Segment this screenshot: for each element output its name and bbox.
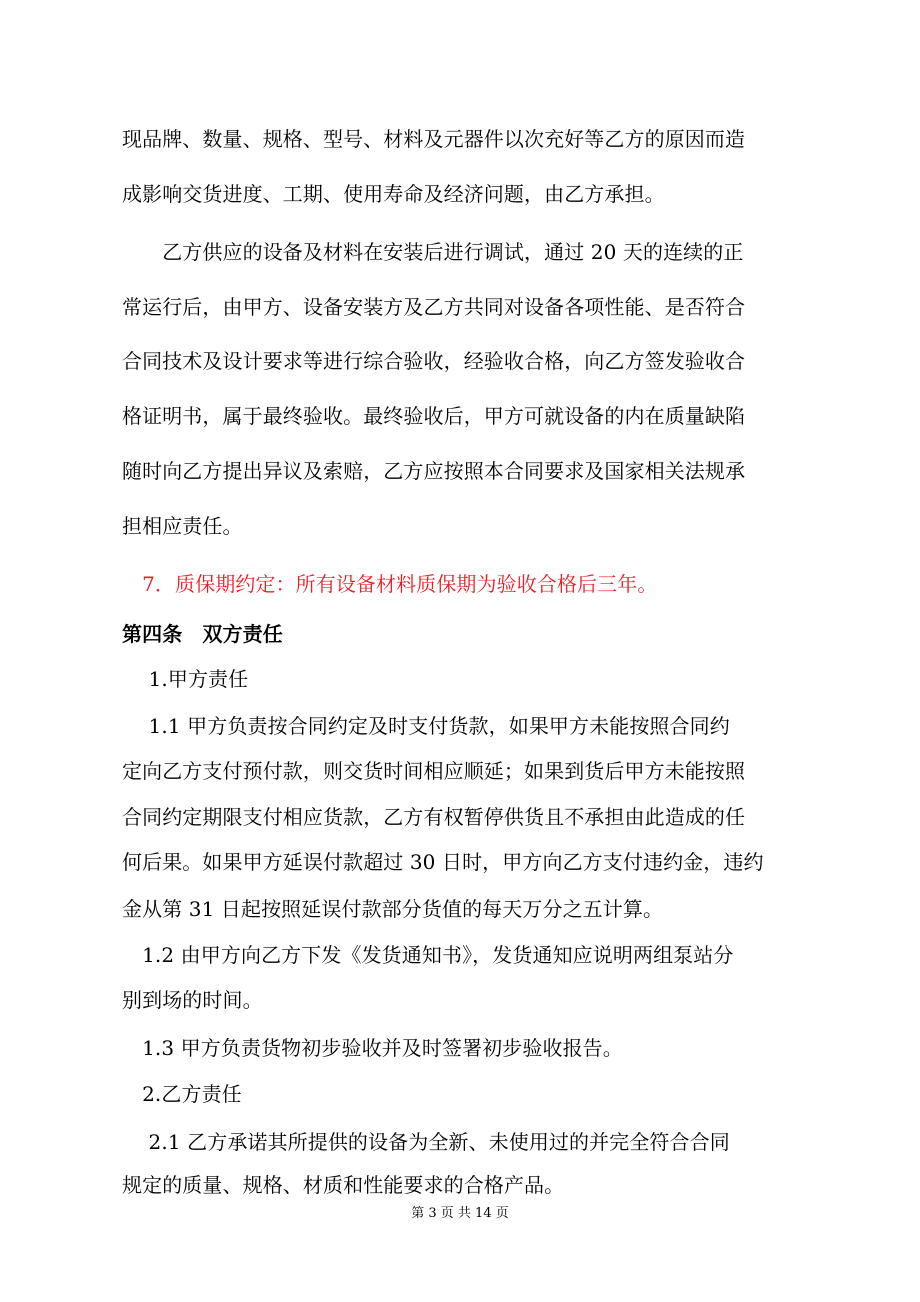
subsection-heading: 2.乙方责任	[122, 1082, 242, 1106]
text-line: 乙方供应的设备及材料在安装后进行调试，通过 20 天的连续的正	[122, 240, 744, 264]
text-line: 1.3 甲方负责货物初步验收并及时签署初步验收报告。	[122, 1036, 623, 1060]
text-line: 合同技术及设计要求等进行综合验收，经验收合格，向乙方签发验收合	[122, 349, 746, 373]
text-line: 定向乙方支付预付款，则交货时间相应顺延；如果到货后甲方未能按照	[122, 759, 746, 783]
text-line: 格证明书，属于最终验收。最终验收后，甲方可就设备的内在质量缺陷	[122, 404, 746, 428]
text-line: 1.2 由甲方向乙方下发《发货通知书》，发货通知应说明两组泵站分	[122, 943, 734, 967]
text-line: 担相应责任。	[122, 514, 243, 538]
page-footer: 第 3 页 共 14 页	[411, 1206, 509, 1221]
section-heading: 第四条 双方责任	[122, 622, 283, 646]
text-line: 规定的质量、规格、材质和性能要求的合格产品。	[122, 1173, 565, 1197]
text-line: 别到场的时间。	[122, 988, 263, 1012]
text-line: 何后果。如果甲方延误付款超过 30 日时，甲方向乙方支付违约金，违约	[122, 850, 764, 874]
text-line: 随时向乙方提出异议及索赔，乙方应按照本合同要求及国家相关法规承	[122, 459, 746, 483]
text-line: 合同约定期限支付相应货款，乙方有权暂停供货且不承担由此造成的任	[122, 805, 746, 829]
text-line: 成影响交货进度、工期、使用寿命及经济问题，由乙方承担。	[122, 182, 665, 206]
text-line: 1.1 甲方负责按合同约定及时支付货款，如果甲方未能按照合同约	[122, 714, 730, 738]
text-line: 现品牌、数量、规格、型号、材料及元器件以次充好等乙方的原因而造	[122, 127, 746, 151]
warranty-clause: 7．质保期约定：所有设备材料质保期为验收合格后三年。	[122, 572, 658, 596]
text-line: 常运行后，由甲方、设备安装方及乙方共同对设备各项性能、是否符合	[122, 295, 746, 319]
text-line: 金从第 31 日起按照延误付款部分货值的每天万分之五计算。	[122, 897, 664, 921]
subsection-heading: 1.甲方责任	[122, 667, 249, 691]
text-line: 2.1 乙方承诺其所提供的设备为全新、未使用过的并完全符合合同	[122, 1130, 730, 1154]
